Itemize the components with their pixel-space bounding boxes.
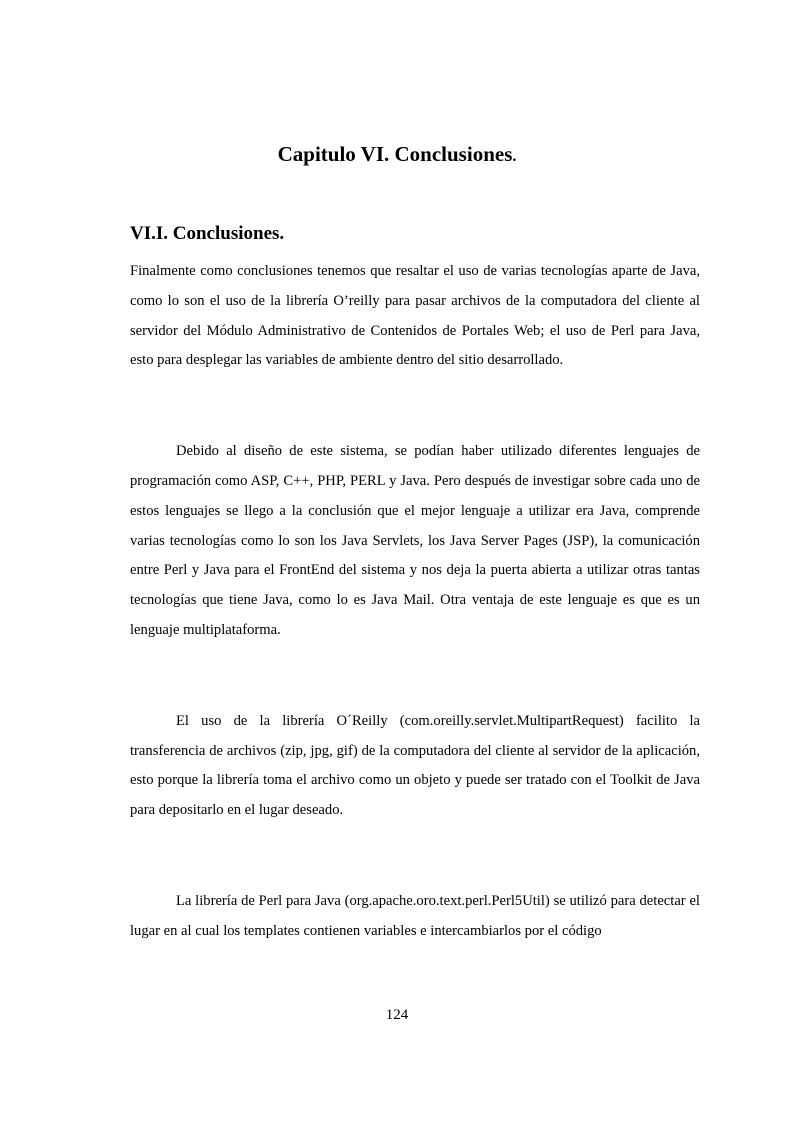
body-text <box>130 257 700 947</box>
section-title: VI.I. Conclusiones. <box>130 223 285 244</box>
paragraph-oreilly-library: El uso de la librería O´Reilly (com.oreilly.servlet.MultipartRequest) facilito la transferencia de archivos (zip, jpg, gif) de la computadora del cliente al servidor de la aplicación, esto porque la librería toma el archivo como un objeto y puede ser tratado con el Toolkit de Java para depositarlo en el lugar deseado. <box>130 712 700 819</box>
chapter-title-text: Capitulo VI. Conclusiones <box>277 142 513 166</box>
page-number: 124 <box>385 1007 409 1023</box>
paragraph-conclusions-intro: Finalmente como conclusiones tenemos que resaltar el uso de varias tecnologías aparte de Java, como lo son el uso de la librería O’reilly para pasar archivos de la computadora del cliente al servidor del Módulo Administrativo de Contenidos de Portales Web; el uso de Perl para Java, esto para desplegar las variables de ambiente dentro del sitio desarrollado. <box>130 263 700 369</box>
chapter-title <box>0 140 794 171</box>
paragraph-perl-library: La librería de Perl para Java (org.apache.oro.text.perl.Perl5Util) se utilizó para detectar el lugar en al cual los templates contienen variables e intercambiarlos por el código <box>130 892 700 939</box>
chapter-title-period: . <box>512 148 517 165</box>
paragraph-language-choice: Debido al diseño de este sistema, se podían haber utilizado diferentes lenguajes de programación como ASP, C++, PHP, PERL y Java. Pero después de investigar sobre cada uno de estos lenguajes se llego a la conclusión que el mejor lenguaje a utilizar era Java, comprende varias tecnologías como lo son los Java Servlets, los Java Server Pages (JSP), la comunicación entre Perl y Java para el FrontEnd del sistema y nos deja la puerta abierta a utilizar otras tantas tecnologías que tiene Java, como lo es Java Mail. Otra ventaja de este lenguaje es que es un lenguaje multiplataforma. <box>130 443 700 638</box>
